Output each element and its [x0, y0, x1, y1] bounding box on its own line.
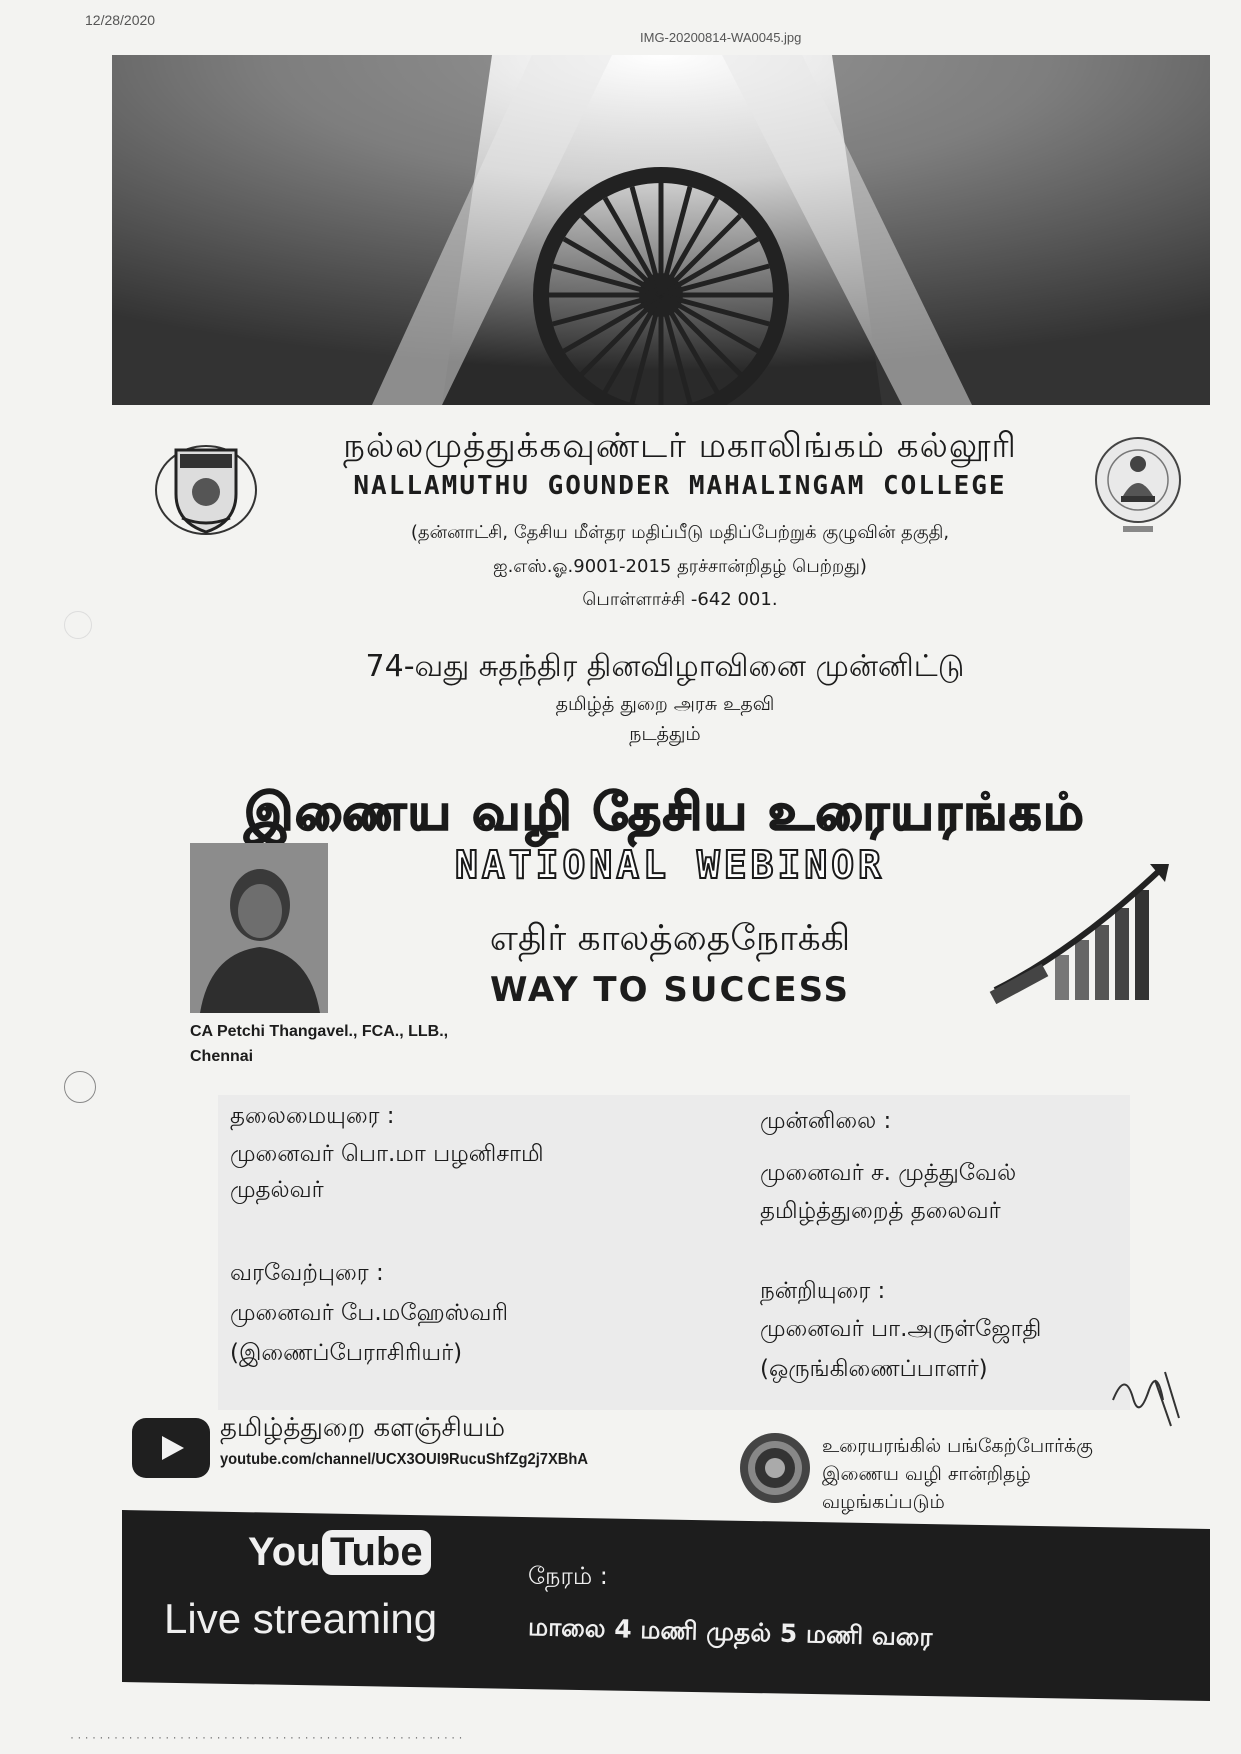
college-crest-icon — [152, 432, 260, 540]
welcome-name: முனைவர் பே.மஹேஸ்வரி — [230, 1300, 508, 1326]
footer-url-faint: · · · · · · · · · · · · · · · · · · · · · · · · · · · · · · · · · · · · · · · · · · · · · · · · · · · · · · — [70, 1730, 463, 1744]
handwritten-signature — [1105, 1360, 1185, 1430]
speaker-name: CA Petchi Thangavel., FCA., LLB., — [190, 1023, 449, 1040]
presence-name: முனைவர் ச. முத்துவேல் — [760, 1160, 1017, 1186]
webinar-title-english: NATIONAL WEBINOR — [454, 843, 886, 887]
print-date: 12/28/2020 — [85, 12, 156, 28]
department-emblem-icon — [1093, 430, 1183, 540]
welcome-role: வரவேற்புரை : — [230, 1260, 384, 1286]
youtube-logo-tube: Tube — [322, 1530, 431, 1575]
youtube-play-icon[interactable] — [132, 1418, 210, 1478]
college-name-english: NALLAMUTHU GOUNDER MAHALINGAM COLLEGE — [353, 471, 1007, 501]
college-name-tamil: நல்லமுத்துக்கவுண்டர் மகாலிங்கம் கல்லூரி — [343, 426, 1017, 466]
ashoka-chakra-icon — [112, 55, 1210, 405]
topic-english: WAY TO SUCCESS — [489, 970, 851, 1010]
youtube-logo-you: You — [248, 1530, 321, 1574]
channel-url[interactable]: youtube.com/channel/UCX3OUI9RucuShfZg2j7XBhA — [220, 1451, 589, 1468]
banner-image — [112, 55, 1210, 405]
thanks-title: (ஒருங்கிணைப்பாளர்) — [760, 1356, 988, 1382]
certificate-line3: வழங்கப்படும் — [822, 1491, 945, 1513]
webinar-title-tamil: இணைய வழி தேசிய உரையரங்கம் — [244, 783, 1086, 841]
speaker-city: Chennai — [190, 1048, 254, 1065]
thanks-name: முனைவர் பா.அருள்ஜோதி — [760, 1316, 1042, 1342]
channel-name: தமிழ்த்துறை களஞ்சியம் — [220, 1413, 506, 1443]
live-streaming-label: Live streaming — [164, 1595, 438, 1642]
punch-hole — [64, 1071, 96, 1103]
thanks-role: நன்றியுரை : — [760, 1278, 886, 1304]
presence-title: தமிழ்த்துறைத் தலைவர் — [760, 1198, 1001, 1224]
punch-hole-faint — [64, 611, 92, 639]
time-label: நேரம் : — [528, 1562, 608, 1590]
print-filename: IMG-20200814-WA0045.jpg — [640, 30, 802, 45]
speaker-photo — [190, 843, 328, 1013]
college-accreditation-line1: (தன்னாட்சி, தேசிய மீள்தர மதிப்பீடு மதிப்பேற்றுக் குழுவின் தகுதி, — [410, 522, 950, 543]
success-chart-icon — [985, 860, 1175, 1010]
event-occasion: 74-வது சுதந்திர தினவிழாவினை முன்னிட்டு — [365, 649, 965, 684]
presidential-name: முனைவர் பொ.மா பழனிசாமி — [230, 1141, 544, 1167]
certificate-line1: உரையரங்கில் பங்கேற்போர்க்கு — [822, 1435, 1093, 1457]
event-conducts: நடத்தும் — [629, 723, 701, 745]
presidential-role: தலைமையுரை : — [230, 1103, 395, 1129]
seal-icon — [738, 1431, 812, 1505]
college-place: பொள்ளாச்சி -642 001. — [582, 589, 778, 610]
presence-role: முன்னிலை : — [760, 1108, 892, 1134]
welcome-title: (இணைப்பேராசிரியர்) — [230, 1340, 463, 1366]
topic-tamil: எதிர் காலத்தைநோக்கி — [489, 918, 851, 959]
time-value: மாலை 4 மணி முதல் 5 மணி வரை — [527, 1612, 933, 1652]
event-organizer: தமிழ்த் துறை அரசு உதவி — [555, 693, 775, 715]
certificate-line2: இணைய வழி சான்றிதழ் — [822, 1463, 1031, 1485]
college-accreditation-line2: ஐ.எஸ்.ஓ.9001-2015 தரச்சான்றிதழ் பெற்றது) — [493, 556, 867, 577]
presidential-title: முதல்வர் — [230, 1177, 324, 1203]
